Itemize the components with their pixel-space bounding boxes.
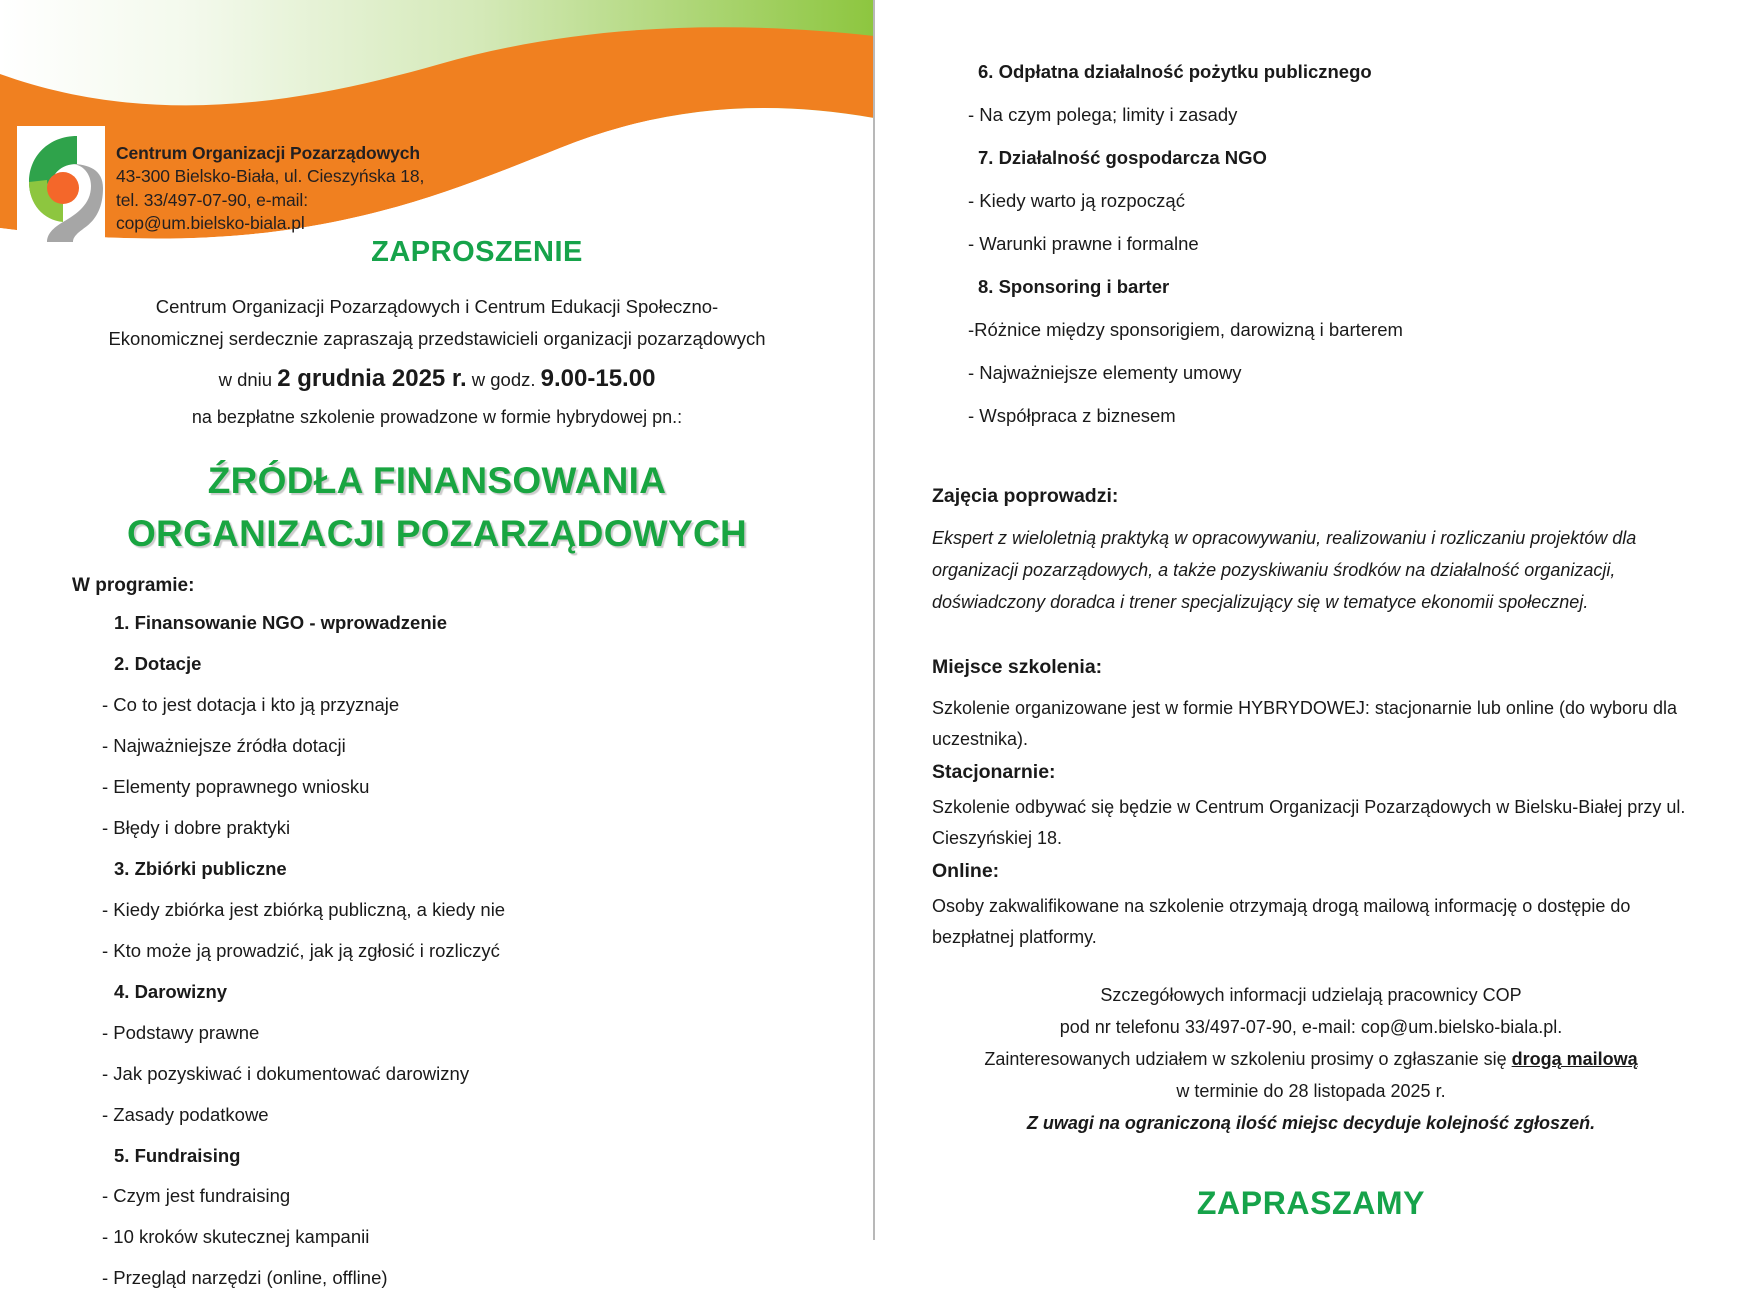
program-list-right (932, 0, 1690, 429)
email-registration-link[interactable]: drogą mailową (1511, 1048, 1638, 1069)
intro-line-1: Centrum Organizacji Pozarządowych i Centrum Edukacji Społeczno- (155, 296, 719, 317)
program-bullet-item: - Co to jest dotacja i kto ją przyznaje (102, 693, 400, 715)
program-bullet-item: - Zasady podatkowe (102, 1103, 269, 1125)
intro-paragraph (54, 291, 820, 355)
event-datetime (54, 365, 820, 393)
main-title-line-2: ORGANIZACJI POZARZĄDOWYCH (126, 513, 748, 555)
closing-line-5: Z uwagi na ograniczoną ilość miejsc decyduje kolejność zgłoszeń. (1026, 1112, 1596, 1133)
program-bullet-item: - Elementy poprawnego wniosku (102, 775, 370, 797)
org-address-line-1: 43-300 Bielsko-Biała, ul. Cieszyńska 18, (116, 166, 425, 187)
right-column (874, 0, 1748, 1240)
online-heading: Online: (932, 859, 1000, 882)
program-section-item: 1. Finansowanie NGO - wprowadzenie (114, 611, 448, 633)
program-bullet-item: - 10 kroków skutecznej kampanii (102, 1226, 370, 1248)
closing-line-3-text: Zainteresowanych udziałem w szkoleniu prosimy o zgłaszanie się (984, 1048, 1512, 1069)
program-bullet-item: - Kiedy warto ją rozpocząć (968, 189, 1185, 211)
program-section-item: 8. Sponsoring i barter (978, 275, 1170, 297)
program-bullet-item: - Czym jest fundraising (102, 1185, 291, 1207)
program-section-item: 2. Dotacje (114, 652, 202, 674)
online-description: Osoby zakwalifikowane na szkolenie otrzymają drogą mailową informację o dostępie do bezpłatnej platformy. (932, 895, 1631, 947)
org-email: cop@um.bielsko-biala.pl (116, 212, 305, 233)
cop-logo (17, 126, 105, 246)
program-bullet-item: - Kiedy zbiórka jest zbiórką publiczną, a kiedy nie (102, 898, 506, 920)
intro-line-2: Ekonomicznej serdecznie zapraszają przedstawicieli organizacji pozarządowych (108, 327, 766, 349)
program-bullet-item: -Różnice między sponsorigiem, darowizną i barterem (968, 318, 1403, 340)
page-title (54, 454, 820, 561)
program-bullet-item: - Jak pozyskiwać i dokumentować darowizny (102, 1062, 470, 1084)
spacer (932, 618, 1690, 656)
left-column (0, 0, 874, 1289)
closing-line-1: Szczegółowych informacji udzielają pracownicy COP (1100, 984, 1522, 1005)
onsite-description: Szkolenie odbywać się będzie w Centrum Organizacji Pozarządowych w Bielsku-Białej przy ul. Cieszyńskiej 18. (932, 796, 1686, 848)
final-cta: ZAPRASZAMY (1196, 1184, 1426, 1221)
program-bullet-item: - Najważniejsze elementy umowy (968, 361, 1242, 383)
trainer-description: Ekspert z wieloletnią praktyką w opracowywaniu, realizowaniu i rozliczaniu projektów dla organizacji pozarządowych, a także pozyskiwaniu środków na działalność organizacji, doświadczony doradca i trener specjalizujący się w tematyce ekonomii społecznej. (932, 527, 1637, 612)
program-bullet-item: - Przegląd narzędzi (online, offline) (102, 1267, 388, 1289)
org-contact-block (116, 142, 546, 235)
program-section-item: 6. Odpłatna działalność pożytku publicznego (978, 61, 1372, 82)
closing-line-4: w terminie do 28 listopada 2025 r. (1176, 1080, 1446, 1101)
spacer (932, 953, 1690, 979)
venue-description: Szkolenie organizowane jest w formie HYBRYDOWEJ: stacjonarnie lub online (do wyboru dla uczestnika). (932, 697, 1678, 749)
program-bullet-item: - Kto może ją prowadzić, jak ją zgłosić i rozliczyć (102, 939, 500, 961)
program-section-item: 5. Fundraising (114, 1144, 241, 1166)
closing-line-2: pod nr telefonu 33/497-07-90, e-mail: cop@um.bielsko-biala.pl. (1059, 1016, 1563, 1037)
left-column-body (0, 236, 874, 1307)
trainer-heading: Zajęcia poprowadzi: (932, 484, 1119, 507)
program-bullet-item: - Na czym polega; limity i zasady (968, 103, 1238, 125)
venue-heading: Miejsce szkolenia: (932, 655, 1103, 678)
closing-contact-block (932, 979, 1690, 1139)
event-subtitle: na bezpłatne szkolenie prowadzone w formie hybrydowej pn.: (191, 406, 683, 427)
program-heading: W programie: (72, 574, 195, 596)
program-bullet-item: - Podstawy prawne (102, 1021, 260, 1043)
org-name: Centrum Organizacji Pozarządowych (116, 143, 420, 163)
spacer (932, 447, 1690, 485)
program-list-left (54, 611, 820, 1291)
invitation-title: ZAPROSZENIE (371, 236, 583, 268)
onsite-heading: Stacjonarnie: (932, 760, 1056, 783)
when-mid: w godz. (471, 368, 536, 390)
closing-line-3 (932, 1043, 1690, 1075)
program-bullet-item: - Warunki prawne i formalne (968, 232, 1199, 254)
program-section-item: 3. Zbiórki publiczne (114, 857, 287, 879)
program-section-item: 7. Działalność gospodarcza NGO (978, 146, 1267, 168)
program-bullet-item: - Współpraca z biznesem (968, 404, 1176, 426)
cop-logo-icon (17, 126, 105, 246)
org-address-line-2: tel. 33/497-07-90, e-mail: (116, 189, 308, 210)
event-date: 2 grudnia 2025 r. (277, 364, 467, 392)
program-bullet-item: - Najważniejsze źródła dotacji (102, 734, 346, 756)
main-title-line-1: ŹRÓDŁA FINANSOWANIA (207, 459, 667, 501)
program-bullet-item: - Błędy i dobre praktyki (102, 816, 291, 838)
program-section-item: 4. Darowizny (114, 980, 228, 1002)
when-prefix: w dniu (218, 368, 273, 390)
event-hours: 9.00-15.00 (540, 364, 656, 392)
